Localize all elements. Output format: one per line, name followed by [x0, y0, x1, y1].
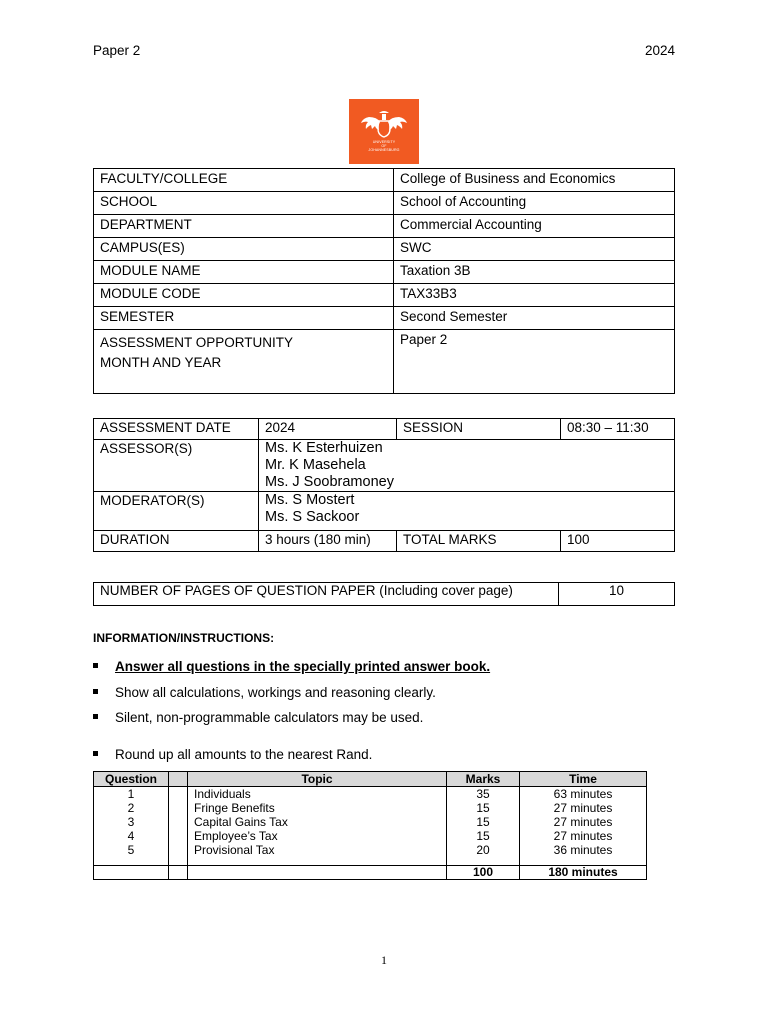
row-label: FACULTY/COLLEGE	[94, 169, 394, 192]
assessor-name: Mr. K Masehela	[265, 457, 366, 473]
moderators-label: MODERATOR(S)	[94, 492, 259, 531]
time-column-header: Time	[520, 772, 647, 787]
duration-value: 3 hours (180 min)	[259, 531, 397, 552]
page-number: 1	[381, 953, 387, 967]
empty-cell	[188, 866, 447, 880]
question-time: 27 minutes	[520, 815, 647, 829]
page-count-value: 10	[559, 583, 675, 606]
assessment-opportunity-label: ASSESSMENT OPPORTUNITY	[100, 335, 294, 350]
table-row	[94, 238, 675, 261]
logo-line-2: OF	[381, 144, 387, 148]
question-topic: Fringe Benefits	[188, 801, 447, 815]
total-marks-label: TOTAL MARKS	[397, 531, 561, 552]
moderator-name: Ms. S Mostert	[265, 492, 355, 508]
topic-column-header: Topic	[188, 772, 447, 787]
table-row	[94, 531, 675, 552]
table-row	[94, 801, 647, 815]
assessment-date-label: ASSESSMENT DATE	[94, 419, 259, 440]
module-info-table	[93, 168, 675, 394]
row-value: Second Semester	[394, 307, 675, 330]
row-label: DEPARTMENT	[94, 215, 394, 238]
bullet-square-icon	[93, 663, 98, 668]
university-logo	[349, 99, 419, 164]
assessor-name: Ms. J Soobramoney	[265, 474, 394, 490]
row-value: SWC	[394, 238, 675, 261]
table-row	[94, 284, 675, 307]
empty-cell	[169, 815, 188, 829]
empty-cell	[169, 801, 188, 815]
total-marks: 100	[447, 866, 520, 880]
table-row	[94, 440, 675, 492]
instruction-text: Answer all questions in the specially printed answer book.	[115, 659, 491, 674]
table-row	[94, 583, 675, 606]
table-row	[94, 192, 675, 215]
total-time: 180 minutes	[520, 866, 647, 880]
table-header-row	[94, 772, 647, 787]
assessors-label: ASSESSOR(S)	[94, 440, 259, 492]
row-value: School of Accounting	[394, 192, 675, 215]
logo-line-3: JOHANNESBURG	[368, 148, 400, 152]
total-marks-value: 100	[561, 531, 675, 552]
row-value: College of Business and Economics	[394, 169, 675, 192]
table-row	[94, 307, 675, 330]
question-marks: 20	[447, 843, 520, 866]
question-topic: Provisional Tax	[188, 843, 447, 866]
question-number: 4	[94, 829, 169, 843]
bullet-square-icon	[93, 751, 98, 756]
instructions-heading: INFORMATION/INSTRUCTIONS:	[93, 631, 275, 645]
bullet-square-icon	[93, 689, 98, 694]
row-value: Paper 2	[394, 330, 675, 394]
question-topic: Employee’s Tax	[188, 829, 447, 843]
row-label: SCHOOL	[94, 192, 394, 215]
session-label: SESSION	[397, 419, 561, 440]
question-marks: 35	[447, 787, 520, 802]
row-label: MODULE CODE	[94, 284, 394, 307]
question-time: 36 minutes	[520, 843, 647, 866]
table-row	[94, 829, 647, 843]
table-row	[94, 261, 675, 284]
row-value: TAX33B3	[394, 284, 675, 307]
instruction-text: Silent, non-programmable calculators may be used.	[115, 710, 424, 725]
row-value: Commercial Accounting	[394, 215, 675, 238]
logo-line-1: UNIVERSITY	[372, 140, 396, 144]
question-marks: 15	[447, 829, 520, 843]
empty-cell	[169, 829, 188, 843]
assessors-list	[259, 440, 675, 492]
table-row	[94, 492, 675, 531]
row-label: SEMESTER	[94, 307, 394, 330]
instruction-item	[93, 685, 436, 700]
month-year-label: MONTH AND YEAR	[100, 355, 222, 370]
question-time: 27 minutes	[520, 801, 647, 815]
row-value: Taxation 3B	[394, 261, 675, 284]
questions-table	[93, 771, 647, 880]
question-number: 5	[94, 843, 169, 866]
empty-column-header	[169, 772, 188, 787]
question-column-header: Question	[94, 772, 169, 787]
row-label: CAMPUS(ES)	[94, 238, 394, 261]
moderators-list	[259, 492, 675, 531]
moderator-name: Ms. S Sackoor	[265, 509, 360, 525]
question-number: 3	[94, 815, 169, 829]
question-topic: Individuals	[188, 787, 447, 802]
header-paper-label: Paper 2	[93, 43, 141, 58]
assessment-date-value: 2024	[259, 419, 397, 440]
table-row	[94, 843, 647, 866]
assessor-name: Ms. K Esterhuizen	[265, 440, 383, 456]
row-label: MODULE NAME	[94, 261, 394, 284]
bullet-square-icon	[93, 714, 98, 719]
table-row	[94, 815, 647, 829]
question-number: 2	[94, 801, 169, 815]
table-row	[94, 215, 675, 238]
question-time: 27 minutes	[520, 829, 647, 843]
page-count-table	[93, 582, 675, 606]
empty-cell	[169, 843, 188, 866]
crest-icon	[349, 99, 419, 164]
table-row	[94, 330, 675, 394]
empty-cell	[169, 787, 188, 802]
question-marks: 15	[447, 801, 520, 815]
marks-column-header: Marks	[447, 772, 520, 787]
row-label	[94, 330, 394, 394]
page-count-label: NUMBER OF PAGES OF QUESTION PAPER (Including cover page)	[94, 583, 559, 606]
table-row	[94, 169, 675, 192]
question-topic: Capital Gains Tax	[188, 815, 447, 829]
question-number: 1	[94, 787, 169, 802]
instruction-item	[93, 710, 423, 725]
instruction-text: Show all calculations, workings and reasoning clearly.	[115, 685, 436, 700]
header-year: 2024	[644, 43, 675, 58]
empty-cell	[94, 866, 169, 880]
instruction-item	[93, 659, 490, 674]
table-row	[94, 419, 675, 440]
duration-label: DURATION	[94, 531, 259, 552]
session-value: 08:30 – 11:30	[561, 419, 675, 440]
question-marks: 15	[447, 815, 520, 829]
empty-cell	[169, 866, 188, 880]
instruction-text: Round up all amounts to the nearest Rand.	[115, 747, 373, 762]
question-time: 63 minutes	[520, 787, 647, 802]
table-total-row	[94, 866, 647, 880]
assessment-details-table	[93, 418, 675, 552]
table-row	[94, 787, 647, 802]
instruction-item	[93, 747, 372, 762]
